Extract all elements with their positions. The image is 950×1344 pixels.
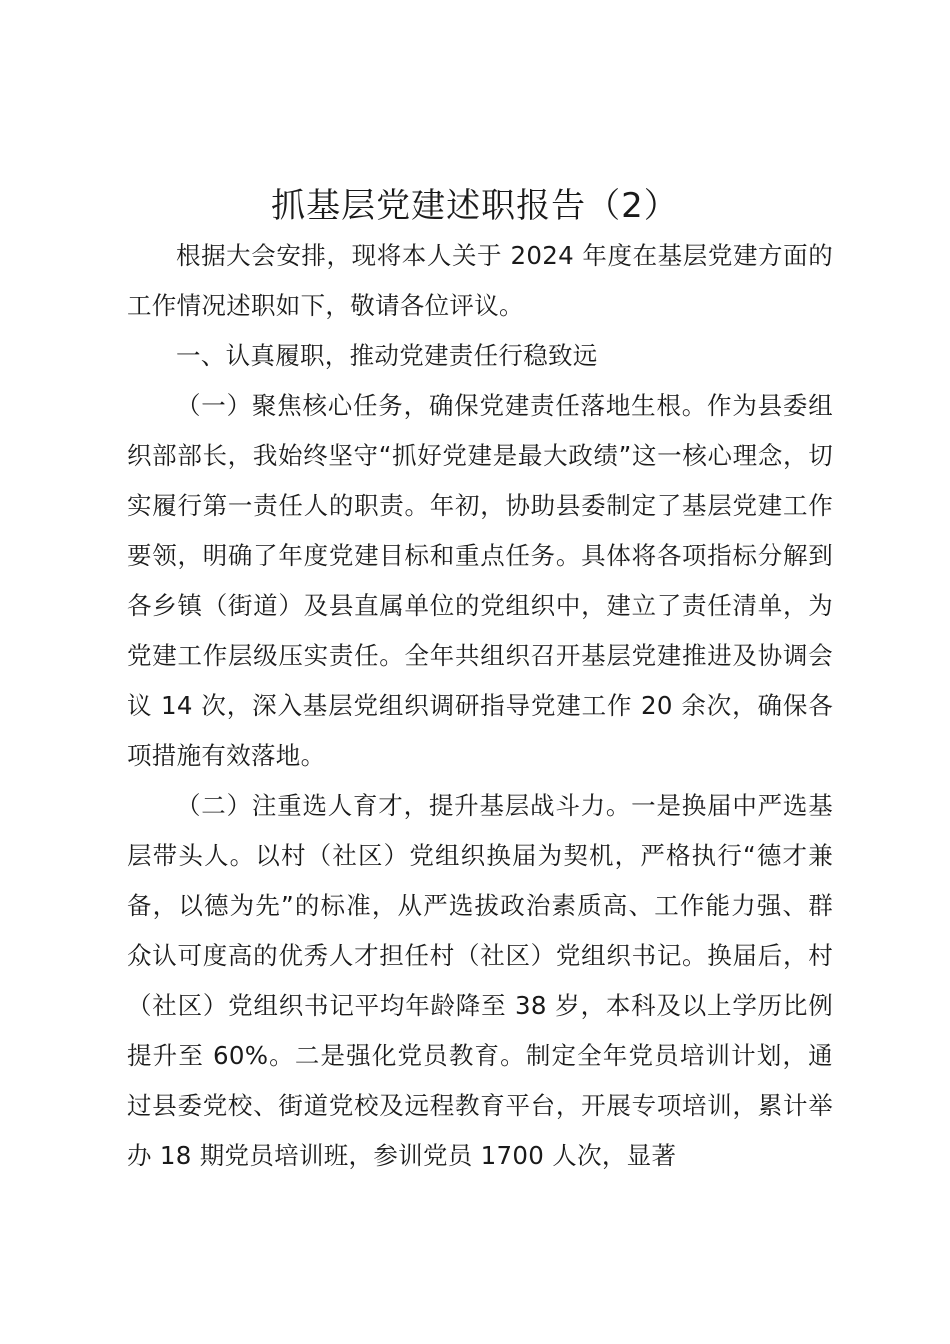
section-heading-1: 一、认真履职，推动党建责任行稳致远 [176, 341, 598, 370]
intro-paragraph: 根据大会安排，现将本人关于 2024 年度在基层党建方面的工作情况述职如下，敬请各位评议。 [127, 241, 833, 320]
document-title: 抓基层党建述职报告（2） [271, 186, 679, 226]
document-body [127, 231, 833, 1181]
subsection-paragraph-2: （二）注重选人育才，提升基层战斗力。一是换届中严选基层带头人。以村（社区）党组织换届为契机，严格执行“德才兼备，以德为先”的标准，从严选拔政治素质高、工作能力强、群众认可度高的优秀人才担任村（社区）党组织书记。换届后，村（社区）党组织书记平均年龄降至 38 岁，本科及以上学历比例提升至 60%。二是强化党员教育。制定全年党员培训计划，通过县委党校、街道党校及远程教育平台，开展专项培训，累计举办 18 期党员培训班，参训党员 1700 人次，显著 [127, 791, 833, 1170]
subsection-paragraph-1: （一）聚焦核心任务，确保党建责任落地生根。作为县委组织部部长，我始终坚守“抓好党建是最大政绩”这一核心理念，切实履行第一责任人的职责。年初，协助县委制定了基层党建工作要领，明确了年度党建目标和重点任务。具体将各项指标分解到各乡镇（街道）及县直属单位的党组织中，建立了责任清单，为党建工作层级压实责任。全年共组织召开基层党建推进及协调会议 14 次，深入基层党组织调研指导党建工作 20 余次，确保各项措施有效落地。 [127, 391, 833, 770]
